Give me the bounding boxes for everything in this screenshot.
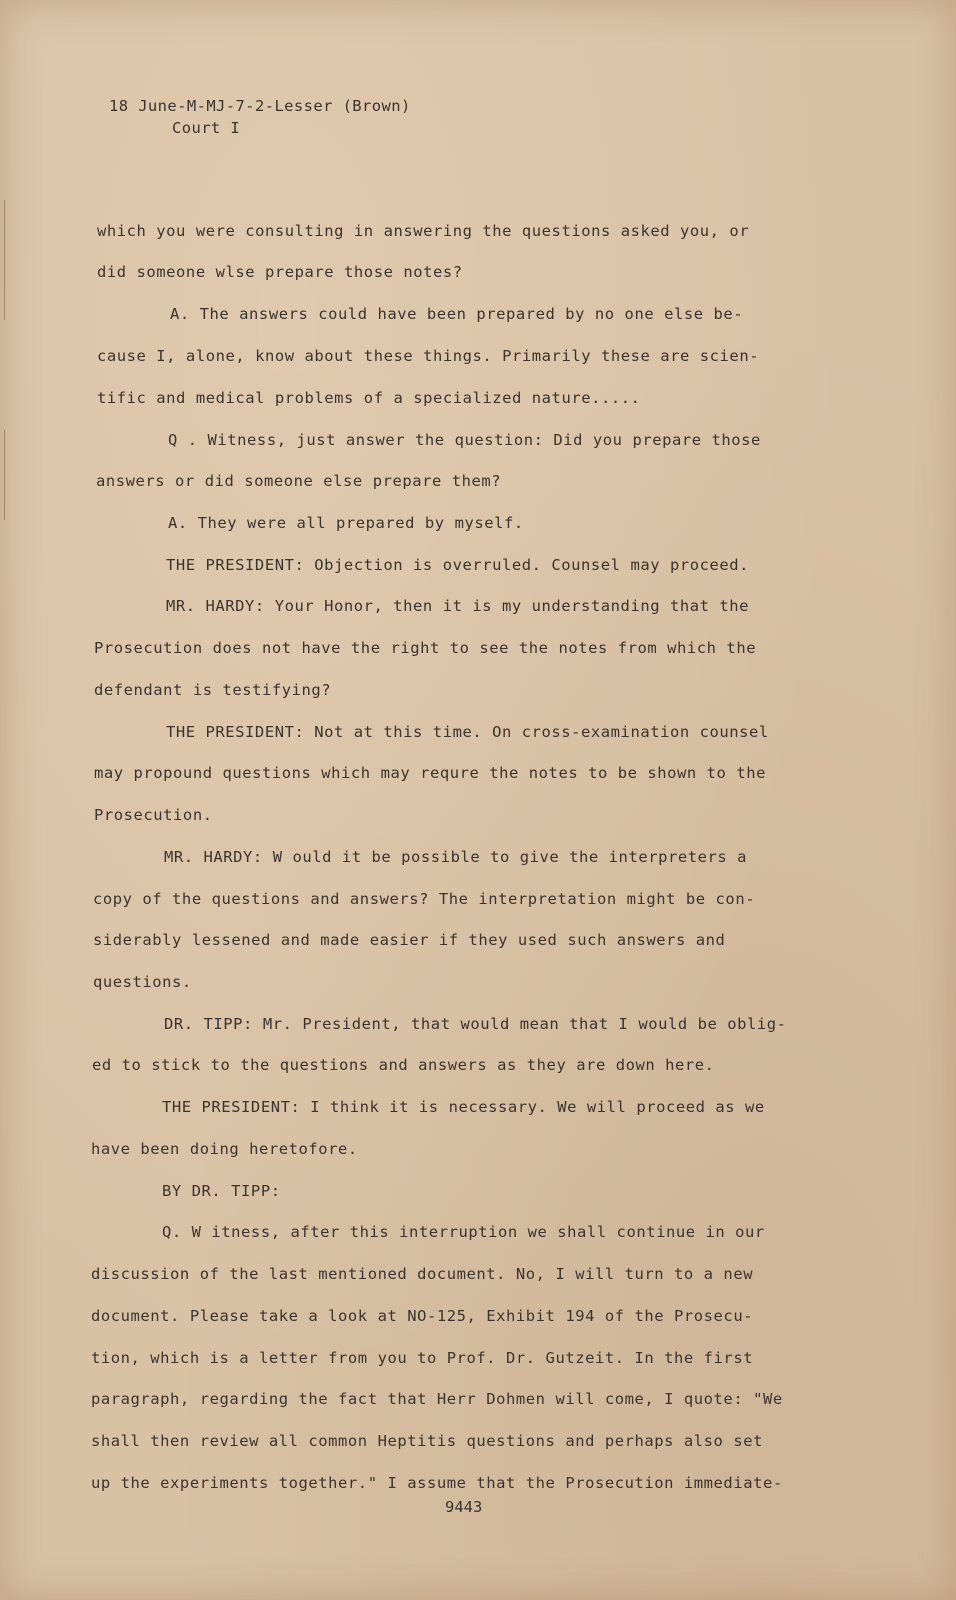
page-number: 9443: [445, 1498, 483, 1516]
document-header-reference: 18 June-M-MJ-7-2-Lesser (Brown): [109, 97, 411, 115]
transcript-line: Prosecution does not have the right to see the notes from which the: [94, 639, 757, 657]
transcript-line: questions.: [93, 973, 192, 991]
transcript-line: up the experiments together." I assume that the Prosecution immediate-: [91, 1474, 783, 1492]
transcript-line: may propound questions which may requre the notes to be shown to the: [94, 764, 766, 782]
transcript-line: defendant is testifying?: [94, 681, 332, 699]
transcript-line: paragraph, regarding the fact that Herr Dohmen will come, I quote: "We: [91, 1390, 783, 1408]
transcript-line: have been doing heretofore.: [91, 1140, 358, 1158]
transcript-line: answers or did someone else prepare them?: [96, 472, 502, 490]
transcript-line: BY DR. TIPP:: [162, 1182, 281, 1200]
transcript-line: tific and medical problems of a specialized nature.....: [97, 389, 641, 407]
transcript-line: Prosecution.: [94, 806, 213, 824]
transcript-line: THE PRESIDENT: Not at this time. On cross-examination counsel: [166, 723, 769, 741]
transcript-line: DR. TIPP: Mr. President, that would mean that I would be oblig-: [164, 1015, 787, 1033]
transcript-line: document. Please take a look at NO-125, Exhibit 194 of the Prosecu-: [91, 1307, 754, 1325]
transcript-line: tion, which is a letter from you to Prof. Dr. Gutzeit. In the first: [91, 1349, 754, 1367]
transcript-line: A. They were all prepared by myself.: [168, 514, 524, 532]
transcript-line: ed to stick to the questions and answers as they are down here.: [92, 1056, 715, 1074]
transcript-line: THE PRESIDENT: Objection is overruled. Counsel may proceed.: [166, 556, 750, 574]
transcript-line: discussion of the last mentioned document. No, I will turn to a new: [91, 1265, 754, 1283]
transcript-line: cause I, alone, know about these things. Primarily these are scien-: [97, 347, 760, 365]
transcript-line: copy of the questions and answers? The interpretation might be con-: [93, 890, 756, 908]
transcript-line: MR. HARDY: Your Honor, then it is my understanding that the: [166, 597, 750, 615]
transcript-line: which you were consulting in answering the questions asked you, or: [97, 222, 750, 240]
transcript-line: MR. HARDY: W ould it be possible to give the interpreters a: [164, 848, 748, 866]
transcript-line: siderably lessened and made easier if they used such answers and: [93, 931, 726, 949]
transcript-line: A. The answers could have been prepared by no one else be-: [170, 305, 744, 323]
transcript-line: THE PRESIDENT: I think it is necessary. We will proceed as we: [162, 1098, 765, 1116]
transcript-line: shall then review all common Heptitis questions and perhaps also set: [91, 1432, 763, 1450]
document-header-court: Court I: [172, 119, 241, 137]
transcript-line: Q. W itness, after this interruption we shall continue in our: [162, 1223, 765, 1241]
transcript-line: Q . Witness, just answer the question: Did you prepare those: [168, 431, 761, 449]
transcript-line: did someone wlse prepare those notes?: [97, 263, 463, 281]
